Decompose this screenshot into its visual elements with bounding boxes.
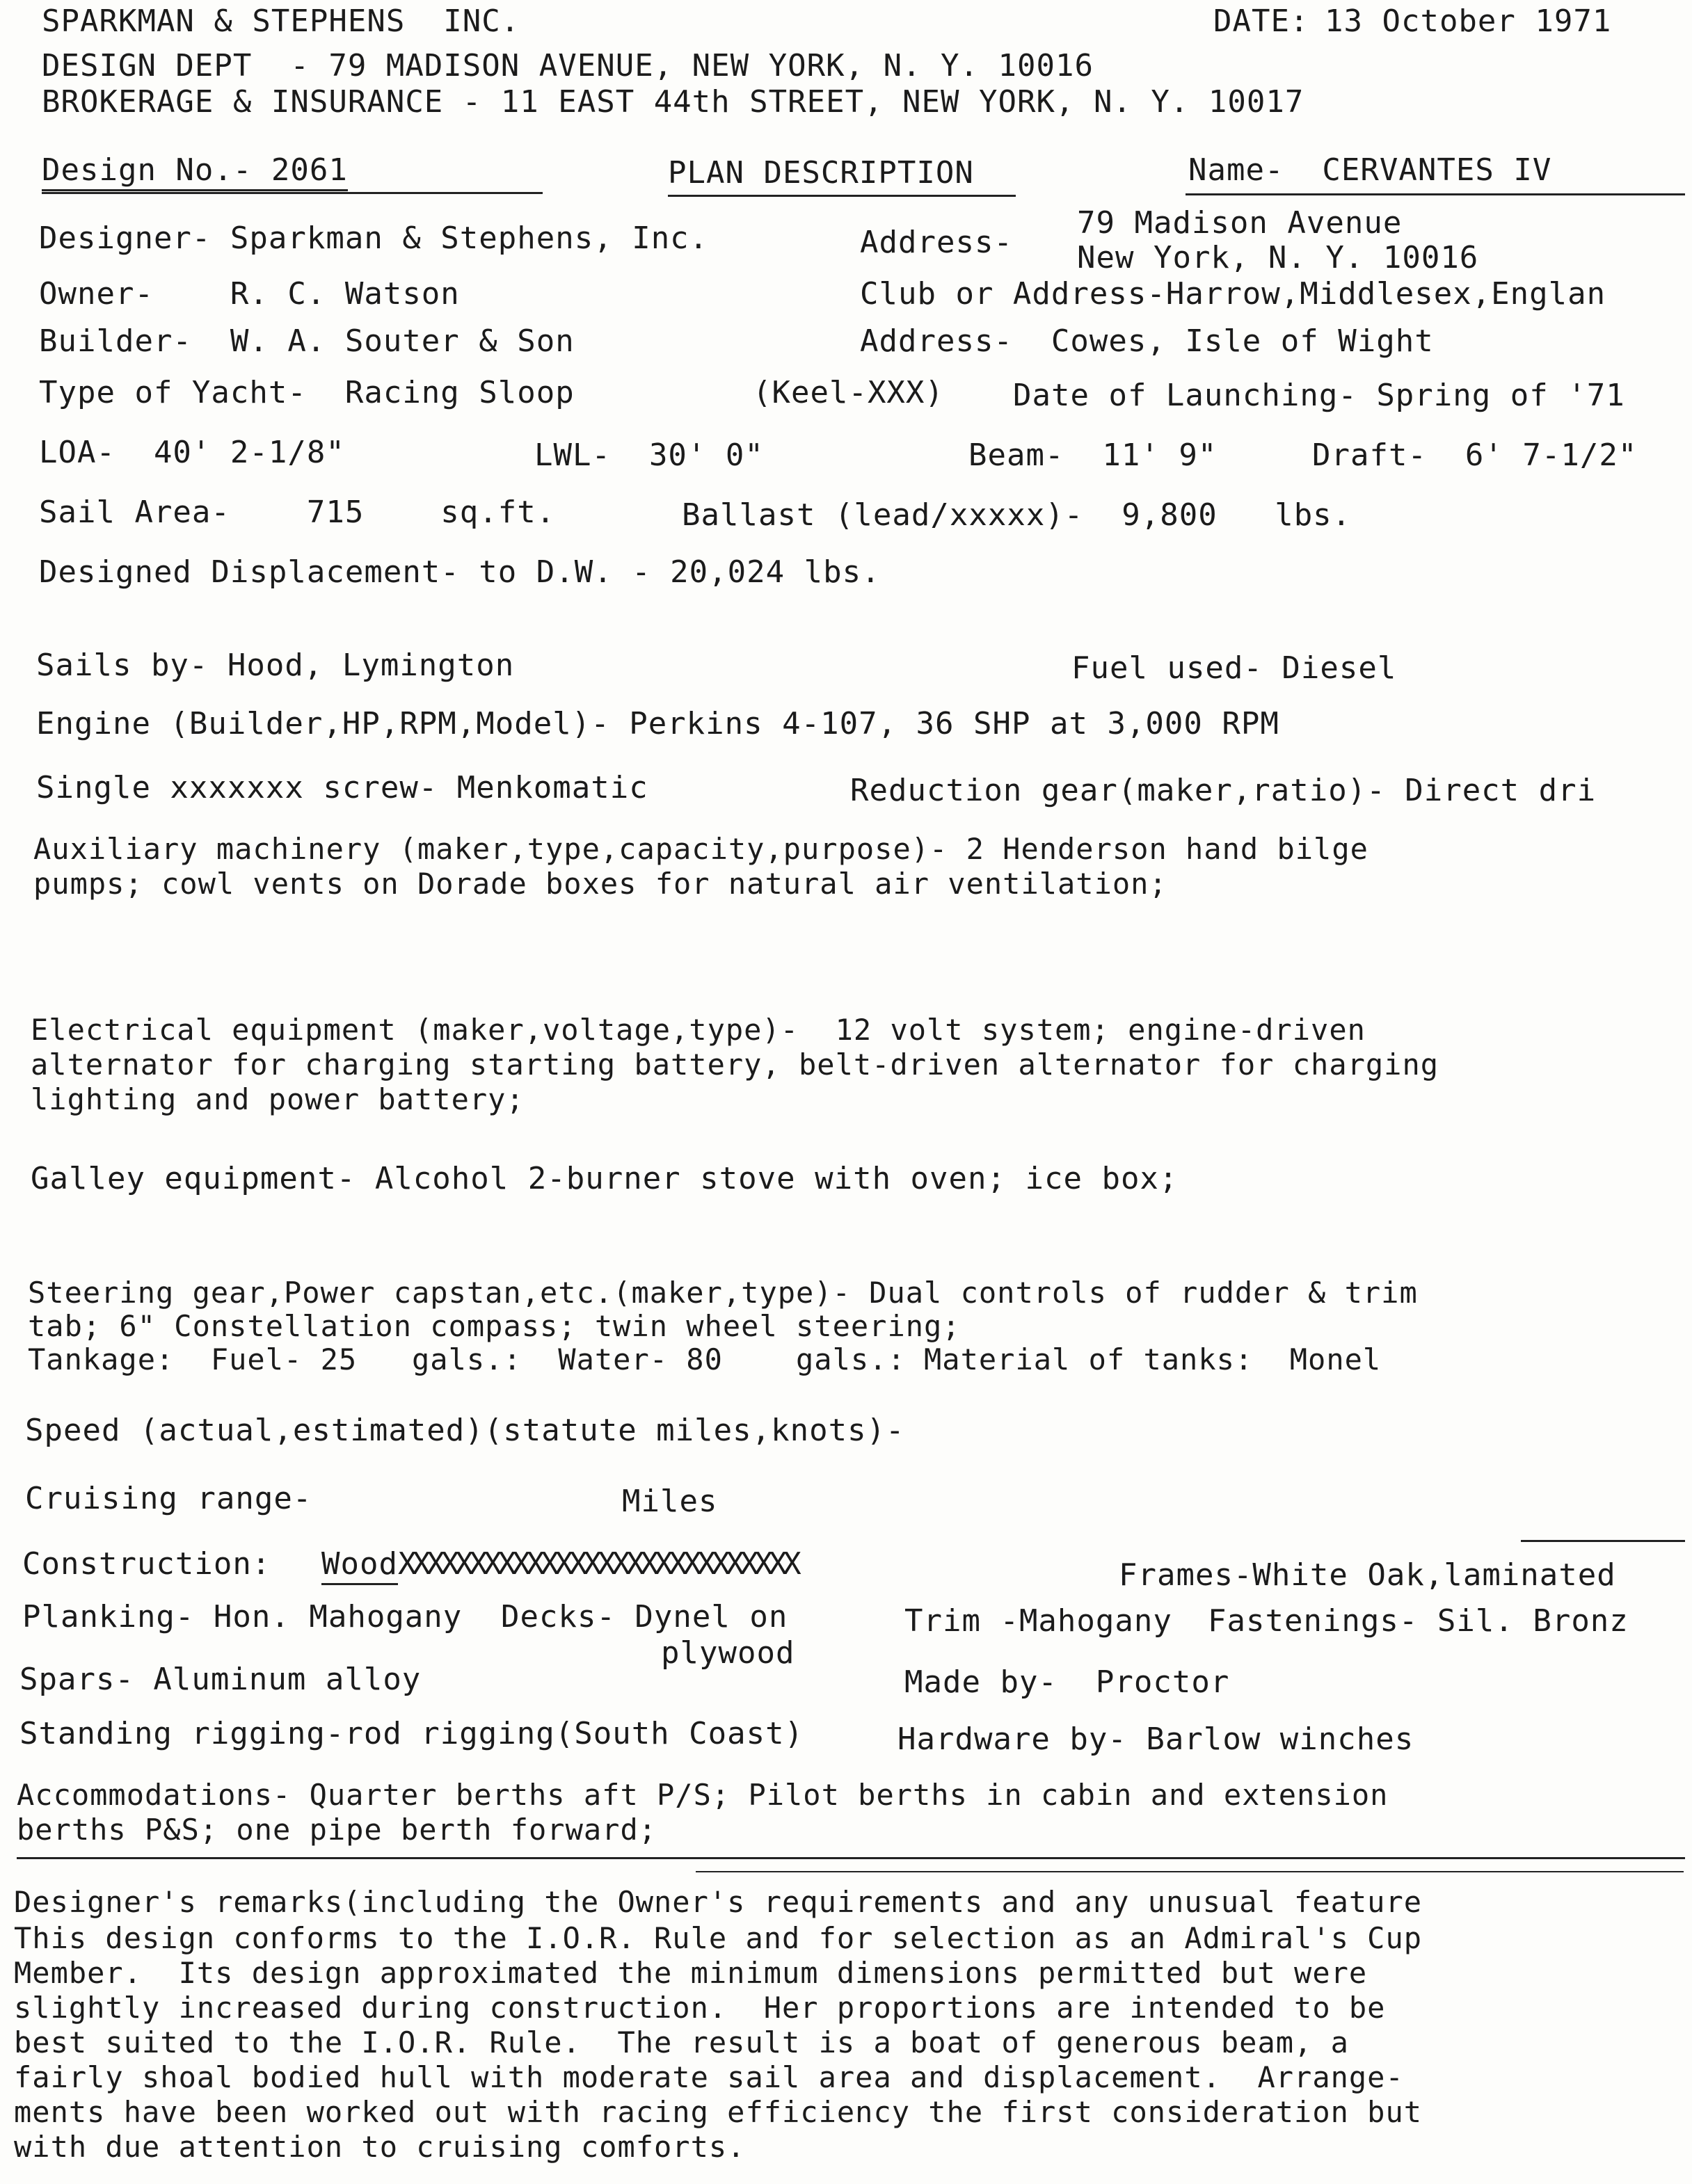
date-value: 13 October 1971 xyxy=(1325,3,1612,39)
engine-field: Engine (Builder,HP,RPM,Model)- Perkins 4-107, 36 SHP at 3,000 RPM xyxy=(36,706,1279,741)
designer-address-label: Address- xyxy=(860,225,1013,260)
designer-address-line-2: New York, N. Y. 10016 xyxy=(1077,240,1479,275)
loa-field: LOA- 40' 2-1/8" xyxy=(39,435,345,470)
sail-area-field: Sail Area- 715 sq.ft. xyxy=(39,495,556,530)
design-number xyxy=(42,153,348,188)
beam-field: Beam- 11' 9" xyxy=(968,437,1218,473)
screw-field: Single xxxxxxx screw- Menkomatic xyxy=(36,770,648,805)
date-label: DATE: xyxy=(1213,3,1309,39)
designer-field: Designer- Sparkman & Stephens, Inc. xyxy=(39,220,709,256)
design-number-rule xyxy=(42,192,543,194)
launch-date-field: Date of Launching- Spring of '71 xyxy=(1013,378,1625,413)
builder-address-field: Address- Cowes, Isle of Wight xyxy=(860,323,1434,359)
draft-field: Draft- 6' 7-1/2" xyxy=(1312,437,1638,473)
decks-field: Decks- Dynel on xyxy=(501,1599,788,1635)
galley-field: Galley equipment- Alcohol 2-burner stove with oven; ice box; xyxy=(31,1161,1179,1196)
club-address-field: Club or Address-Harrow,Middlesex,Englan xyxy=(860,276,1606,312)
yacht-name-rule xyxy=(1186,193,1685,195)
remarks-line-5: best suited to the I.O.R. Rule. The result is a boat of generous beam, a xyxy=(14,2025,1349,2059)
remarks-line-8: with due attention to cruising comforts. xyxy=(14,2130,746,2164)
electrical-line-1: Electrical equipment (maker,voltage,type)- 12 volt system; engine-driven xyxy=(31,1013,1366,1047)
lwl-field: LWL- 30' 0" xyxy=(534,437,764,473)
displacement-field: Designed Displacement- to D.W. - 20,024 lbs. xyxy=(39,554,881,590)
owner-field: Owner- R. C. Watson xyxy=(39,276,460,312)
plan-description-title: PLAN DESCRIPTION xyxy=(668,155,974,191)
tankage-field: Tankage: Fuel- 25 gals.: Water- 80 gals.: Material of tanks: Monel xyxy=(28,1342,1382,1376)
speed-field: Speed (actual,estimated)(statute miles,knots)- xyxy=(25,1413,905,1448)
remarks-second-rule xyxy=(696,1871,1684,1872)
remarks-line-3: Member. Its design approximated the minimum dimensions permitted but were xyxy=(14,1956,1368,1990)
builder-field: Builder- W. A. Souter & Son xyxy=(39,323,575,359)
planking-field: Planking- Hon. Mahogany xyxy=(22,1599,463,1635)
electrical-line-3: lighting and power battery; xyxy=(31,1082,525,1116)
hardware-field: Hardware by- Barlow winches xyxy=(897,1721,1414,1757)
standing-rigging-field: Standing rigging-rod rigging(South Coast) xyxy=(19,1716,804,1751)
accommodations-line-1: Accommodations- Quarter berths aft P/S; Pilot berths in cabin and extension xyxy=(17,1778,1389,1812)
remarks-line-6: fairly shoal bodied hull with moderate sail area and displacement. Arrange- xyxy=(14,2060,1404,2094)
frames-field: Frames-White Oak,laminated xyxy=(1119,1557,1616,1593)
design-number-text: Design No.- 2061 xyxy=(42,152,348,191)
plan-title-rule xyxy=(668,195,1016,197)
construction-material: Wood xyxy=(321,1546,398,1585)
auxiliary-machinery-line-2: pumps; cowl vents on Dorade boxes for natural air ventilation; xyxy=(33,867,1167,901)
construction-value xyxy=(321,1547,797,1582)
cruising-range-unit: Miles xyxy=(622,1484,718,1519)
firm-name: SPARKMAN & STEPHENS INC. xyxy=(42,3,520,39)
steering-line-2: tab; 6" Constellation compass; twin wheel steering; xyxy=(28,1309,961,1343)
made-by-field: Made by- Proctor xyxy=(904,1664,1230,1700)
steering-line-1: Steering gear,Power capstan,etc.(maker,type)- Dual controls of rudder & trim xyxy=(28,1276,1418,1310)
ballast-field: Ballast (lead/xxxxx)- 9,800 lbs. xyxy=(682,497,1352,533)
fastenings-field: Fastenings- Sil. Bronz xyxy=(1208,1603,1629,1639)
reduction-gear-field: Reduction gear(maker,ratio)- Direct dri xyxy=(850,773,1597,808)
remarks-line-4: slightly increased during construction. Her proportions are intended to be xyxy=(14,1991,1386,2025)
fuel-field: Fuel used- Diesel xyxy=(1071,650,1397,686)
cruising-range-field: Cruising range- xyxy=(25,1481,312,1516)
design-dept-line: DESIGN DEPT - 79 MADISON AVENUE, NEW YORK, N. Y. 10016 xyxy=(42,48,1094,83)
brokerage-line: BROKERAGE & INSURANCE - 11 EAST 44th STREET, NEW YORK, N. Y. 10017 xyxy=(42,84,1304,120)
construction-label: Construction: xyxy=(22,1546,271,1582)
sails-field: Sails by- Hood, Lymington xyxy=(36,648,515,683)
remarks-line-1: Designer's remarks(including the Owner's requirements and any unusual feature xyxy=(14,1885,1423,1919)
remarks-line-7: ments have been worked out with racing efficiency the first consideration but xyxy=(14,2095,1423,2129)
yacht-type-field: Type of Yacht- Racing Sloop xyxy=(39,375,575,410)
yacht-name: Name- CERVANTES IV xyxy=(1188,152,1552,188)
spars-field: Spars- Aluminum alloy xyxy=(19,1662,422,1697)
decks-field-line-2: plywood xyxy=(661,1635,795,1671)
remarks-top-rule xyxy=(17,1857,1685,1859)
trim-field: Trim -Mahogany xyxy=(904,1603,1172,1639)
construction-struck-text: XXXXXXXXXXXXXXXXXXXXXXXXXXXX xyxy=(397,1546,797,1582)
remarks-line-2: This design conforms to the I.O.R. Rule and for selection as an Admiral's Cup xyxy=(14,1921,1423,1955)
frames-rule xyxy=(1521,1540,1685,1542)
keel-field: (Keel-XXX) xyxy=(753,375,944,410)
auxiliary-machinery-line-1: Auxiliary machinery (maker,type,capacity,purpose)- 2 Henderson hand bilge xyxy=(33,832,1368,866)
electrical-line-2: alternator for charging starting battery, belt-driven alternator for charging xyxy=(31,1047,1439,1082)
designer-address-line-1: 79 Madison Avenue xyxy=(1077,205,1403,241)
accommodations-line-2: berths P&S; one pipe berth forward; xyxy=(17,1813,657,1847)
